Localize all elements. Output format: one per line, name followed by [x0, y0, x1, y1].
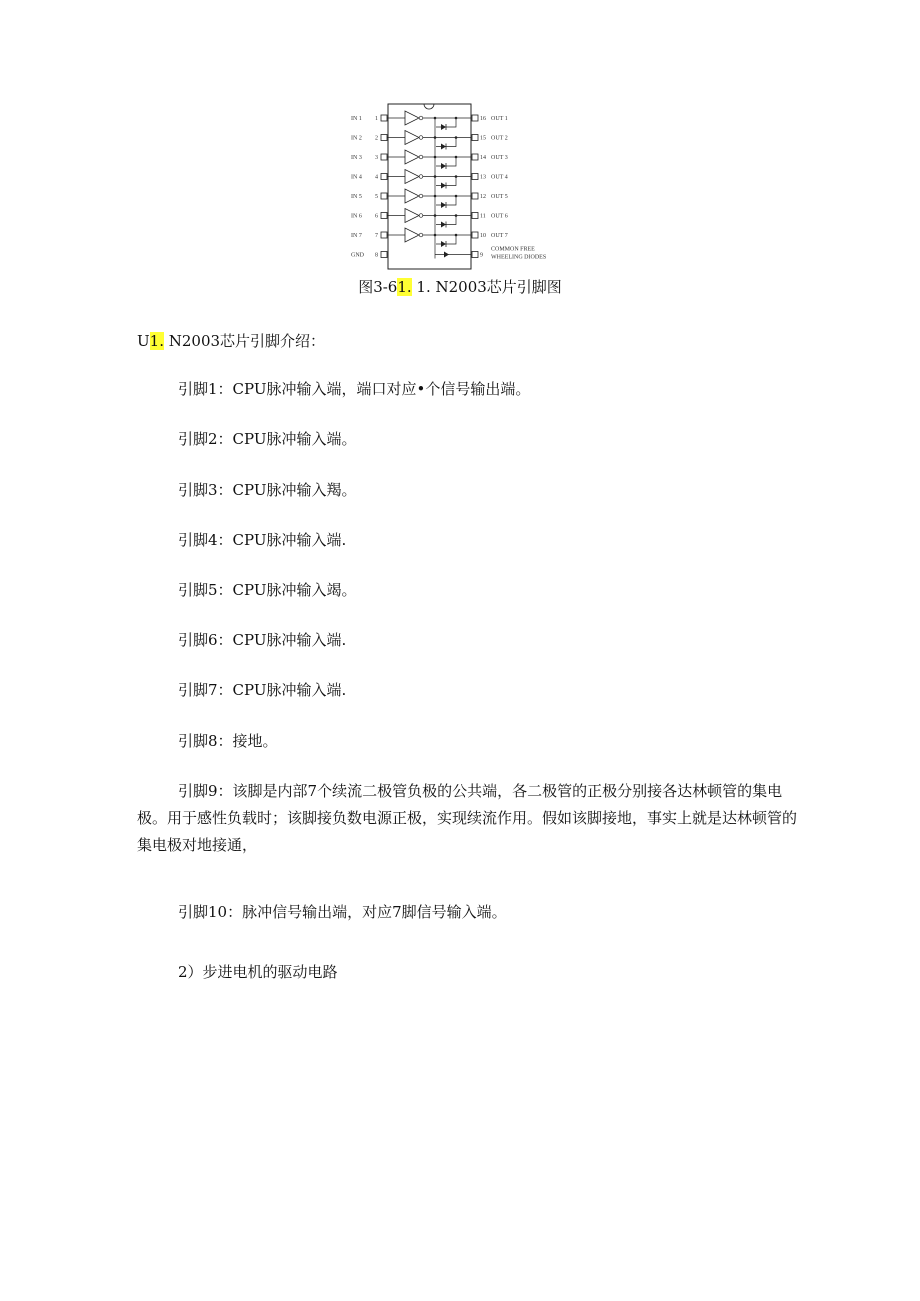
pin-4-description: 引脚4：CPU脉冲输入端. — [178, 531, 347, 549]
left-pin-number: 5 — [375, 194, 378, 200]
left-pin-label: GND — [351, 252, 364, 259]
right-pin-label: OUT 4 — [491, 174, 508, 181]
diode-symbol — [441, 202, 446, 208]
left-pin-number: 2 — [375, 135, 378, 142]
left-pin-number: 8 — [375, 252, 378, 259]
pin9-label-line2: WHEELING DIODES — [491, 254, 547, 261]
pin-8-description: 引脚8：接地。 — [178, 732, 278, 750]
left-pin-pad — [381, 174, 387, 180]
inverter-bubble — [419, 175, 423, 179]
driver-buffer — [405, 150, 419, 164]
driver-buffer — [405, 131, 419, 145]
figure-caption — [0, 276, 920, 297]
inverter-bubble — [419, 233, 423, 237]
caption-prefix: 图3-6 — [358, 278, 398, 296]
right-pin-number: 14 — [480, 155, 486, 161]
right-pin-pad — [472, 115, 478, 121]
pin9-pad — [472, 252, 478, 258]
left-pin-pad — [381, 193, 387, 199]
pin-1-description: 引脚1：CPU脉冲输入端，端口对应•个信号输出端。 — [178, 380, 531, 398]
left-pin-pad — [381, 154, 387, 160]
right-pin-label: OUT 5 — [491, 194, 508, 200]
left-pin-number: 1 — [375, 116, 378, 122]
left-pin-pad — [381, 252, 387, 258]
heading-prefix: U — [137, 332, 150, 350]
right-pin-pad — [472, 193, 478, 199]
chip-diagram — [348, 101, 580, 273]
left-pin-label: IN 2 — [351, 135, 362, 142]
diode-symbol — [441, 183, 446, 189]
inverter-bubble — [419, 155, 423, 159]
pin-9-description: 引脚9：该脚是内部7个续流二极管负极的公共端，各二极管的正极分别接各达林顿管的集电极。用于感性负载时；该脚接负数电源正极，实现续流作用。假如该脚接地，事实上就是达林顿管的集电极对地接通， — [137, 782, 798, 854]
pin-2-description: 引脚2：CPU脉冲输入端。 — [178, 430, 357, 448]
driver-buffer — [405, 189, 419, 203]
left-pin-number: 3 — [375, 155, 378, 161]
driver-buffer — [405, 228, 419, 242]
right-pin-label: OUT 7 — [491, 233, 508, 239]
inverter-bubble — [419, 116, 423, 120]
right-pin-number: 10 — [480, 233, 486, 239]
inverter-bubble — [419, 136, 423, 140]
right-pin-pad — [472, 154, 478, 160]
right-pin-label: OUT 1 — [491, 116, 508, 122]
chip-body — [388, 104, 471, 269]
common-diode — [444, 252, 449, 258]
pin-7-description: 引脚7：CPU脉冲输入端. — [178, 681, 347, 699]
diode-symbol — [441, 241, 446, 247]
left-pin-pad — [381, 135, 387, 141]
inverter-bubble — [419, 214, 423, 218]
caption-highlight: 1. — [397, 278, 412, 296]
diode-symbol — [441, 222, 446, 228]
driver-buffer — [405, 111, 419, 125]
right-pin-number: 16 — [480, 116, 486, 122]
right-pin-label: OUT 2 — [491, 135, 508, 142]
heading-highlight: 1. — [149, 332, 164, 350]
right-pin-number: 15 — [480, 135, 486, 142]
driver-buffer — [405, 170, 419, 184]
left-pin-label: IN 1 — [351, 116, 362, 122]
pin-5-description: 引脚5：CPU脉冲输入竭。 — [178, 581, 357, 599]
pin-3-description: 引脚3：CPU脉冲输入羯。 — [178, 481, 357, 499]
left-pin-label: IN 3 — [351, 155, 362, 161]
left-pin-number: 4 — [375, 174, 378, 181]
pin-6-description: 引脚6：CPU脉冲输入端. — [178, 631, 347, 649]
diode-symbol — [441, 163, 446, 169]
left-pin-pad — [381, 213, 387, 219]
right-pin-number: 13 — [480, 174, 486, 181]
right-pin-number: 12 — [480, 194, 486, 200]
left-pin-label: IN 4 — [351, 174, 362, 181]
left-pin-label: IN 5 — [351, 194, 362, 200]
uln2003-pinout-figure — [348, 101, 580, 273]
left-pin-number: 6 — [375, 213, 378, 220]
section-heading — [137, 330, 325, 351]
diode-symbol — [441, 144, 446, 150]
pin9-number: 9 — [480, 252, 483, 259]
heading-suffix: N2003芯片引脚介绍： — [163, 332, 326, 350]
right-pin-number: 11 — [480, 213, 486, 220]
left-pin-pad — [381, 115, 387, 121]
left-pin-label: IN 7 — [351, 233, 362, 239]
right-pin-pad — [472, 135, 478, 141]
right-pin-pad — [472, 213, 478, 219]
inverter-bubble — [419, 194, 423, 198]
diode-symbol — [441, 124, 446, 130]
chip-notch — [424, 104, 434, 109]
left-pin-pad — [381, 232, 387, 238]
left-pin-number: 7 — [375, 233, 378, 239]
pin9-label-line1: COMMON FREE — [491, 246, 535, 253]
left-pin-label: IN 6 — [351, 213, 362, 220]
right-pin-label: OUT 3 — [491, 155, 508, 161]
pin-10-description: 引脚10：脉冲信号输出端，对应7脚信号输入端。 — [178, 903, 507, 921]
subsection-heading: 2）步进电机的驱动电路 — [178, 963, 338, 981]
driver-buffer — [405, 209, 419, 223]
caption-suffix: 1. N2003芯片引脚图 — [411, 278, 562, 296]
right-pin-label: OUT 6 — [491, 213, 508, 220]
right-pin-pad — [472, 174, 478, 180]
right-pin-pad — [472, 232, 478, 238]
